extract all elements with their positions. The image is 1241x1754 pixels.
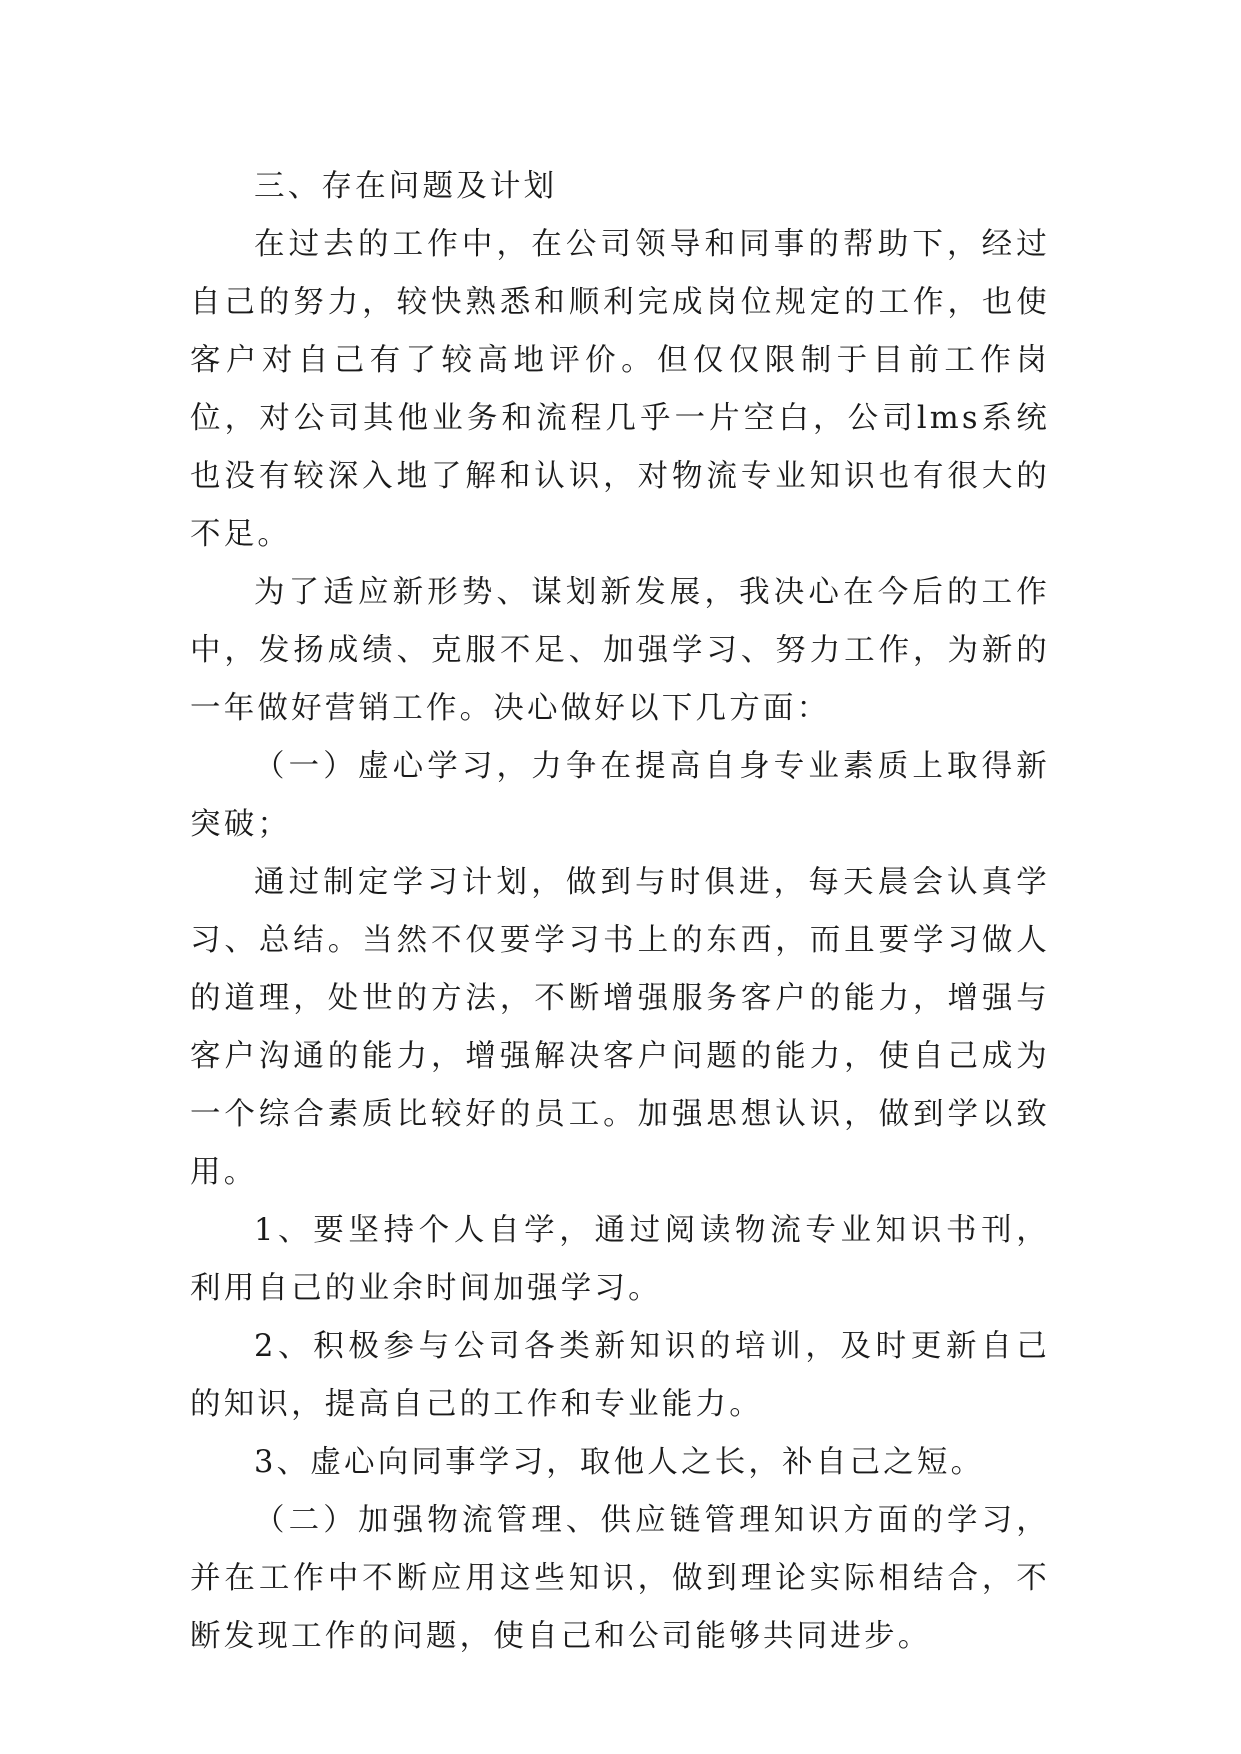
document-body [190, 158, 1050, 1666]
paragraph-problems: 在过去的工作中，在公司领导和同事的帮助下，经过自己的努力，较快熟悉和顺利完成岗位规定的工作，也使客户对自己有了较高地评价。但仅仅限制于目前工作岗位，对公司其他业务和流程几乎一片空白，公司lms系统也没有较深入地了解和认识，对物流专业知识也有很大的不足。 [190, 227, 1050, 552]
list-item-self-study: 1、要坚持个人自学，通过阅读物流专业知识书刊，利用自己的业余时间加强学习。 [190, 1213, 1050, 1306]
section-heading: 三、存在问题及计划 [254, 169, 558, 204]
sub-heading-learning: （一）虚心学习，力争在提高自身专业素质上取得新突破； [190, 749, 1050, 842]
sub-heading-logistics: （二）加强物流管理、供应链管理知识方面的学习，并在工作中不断应用这些知识，做到理论实际相结合，不断发现工作的问题，使自己和公司能够共同进步。 [190, 1503, 1050, 1654]
paragraph-plan-intro: 为了适应新形势、谋划新发展，我决心在今后的工作中，发扬成绩、克服不足、加强学习、努力工作，为新的一年做好营销工作。决心做好以下几方面： [190, 575, 1050, 726]
list-item-training: 2、积极参与公司各类新知识的培训，及时更新自己的知识，提高自己的工作和专业能力。 [190, 1329, 1050, 1422]
list-item-learn-from-colleagues: 3、虚心向同事学习，取他人之长，补自己之短。 [254, 1445, 985, 1480]
paragraph-study-plan: 通过制定学习计划，做到与时俱进，每天晨会认真学习、总结。当然不仅要学习书上的东西，而且要学习做人的道理，处世的方法，不断增强服务客户的能力，增强与客户沟通的能力，增强解决客户问题的能力，使自己成为一个综合素质比较好的员工。加强思想认识，做到学以致用。 [190, 865, 1050, 1190]
